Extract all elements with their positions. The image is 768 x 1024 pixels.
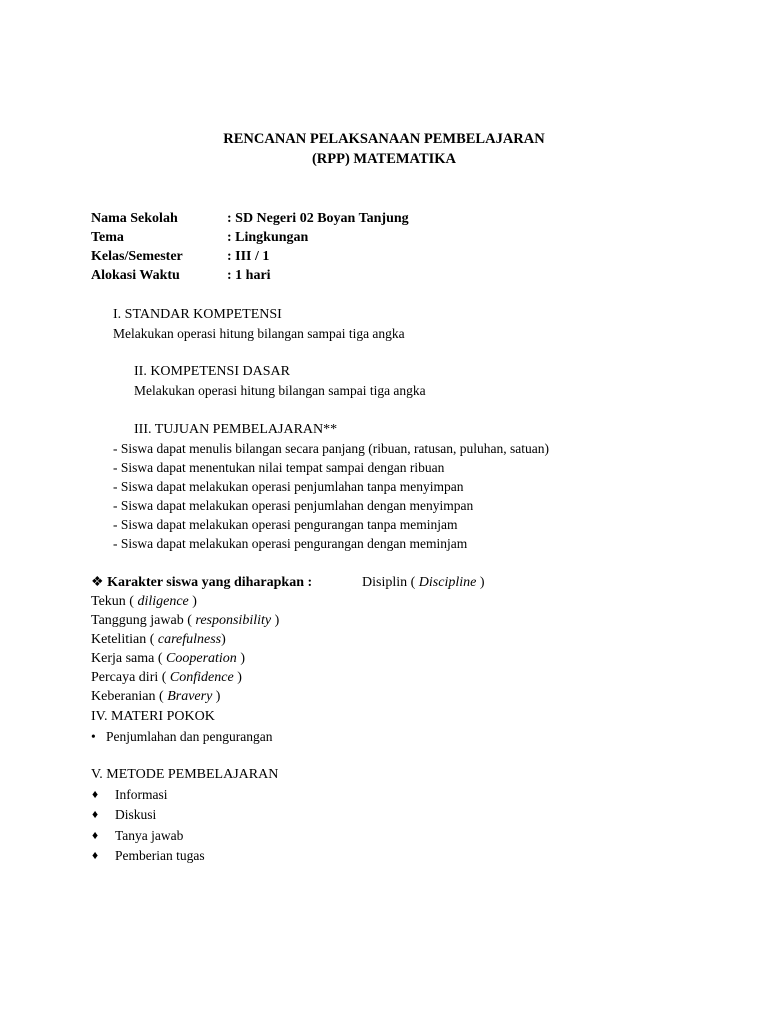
karakter-label: Tekun ( <box>91 594 138 609</box>
materi-item: Penjumlahan dan pengurangan <box>106 729 273 744</box>
section-standar-heading: I. STANDAR KOMPETENSI <box>113 307 282 322</box>
karakter-heading-row <box>91 573 312 592</box>
karakter-close: ) <box>212 689 221 704</box>
identity-value-time: : 1 hari <box>227 268 271 283</box>
karakter-close: ) <box>271 613 280 628</box>
karakter-item <box>91 611 279 630</box>
karakter-close: ) <box>476 575 485 590</box>
tujuan-item: - Siswa dapat melakukan operasi pengurangan tanpa meminjam <box>113 517 458 532</box>
karakter-label: Kerja sama ( <box>91 651 167 666</box>
tujuan-item: - Siswa dapat melakukan operasi penjumlahan tanpa menyimpan <box>113 479 464 494</box>
karakter-label: Disiplin ( <box>362 575 419 590</box>
identity-label-theme: Tema <box>91 230 124 245</box>
section-materi-heading: IV. MATERI POKOK <box>91 709 215 724</box>
karakter-label: Keberanian ( <box>91 689 168 704</box>
diamond-bullet-icon: ♦ <box>92 828 99 842</box>
karakter-english: Bravery <box>167 689 213 704</box>
identity-label-class: Kelas/Semester <box>91 249 183 264</box>
karakter-close: ) <box>221 632 226 647</box>
diamond-bullet-icon: ♦ <box>92 807 99 821</box>
metode-item: Tanya jawab <box>115 828 184 843</box>
section-metode-heading: V. METODE PEMBELAJARAN <box>91 767 279 782</box>
section-standar-text: Melakukan operasi hitung bilangan sampai tiga angka <box>113 326 405 341</box>
karakter-item <box>91 649 245 668</box>
metode-item: Diskusi <box>115 807 157 822</box>
karakter-english: diligence <box>137 594 189 609</box>
tujuan-item: - Siswa dapat menentukan nilai tempat sampai dengan ribuan <box>113 460 445 475</box>
tujuan-item: - Siswa dapat menulis bilangan secara panjang (ribuan, ratusan, puluhan, satuan) <box>113 441 549 456</box>
karakter-close: ) <box>233 670 242 685</box>
karakter-item <box>91 630 226 649</box>
title-line-1: RENCANAN PELAKSANAAN PEMBELAJARAN <box>223 131 545 147</box>
karakter-label: Percaya diri ( <box>91 670 170 685</box>
karakter-close: ) <box>236 651 245 666</box>
karakter-label: Ketelitian ( <box>91 632 158 647</box>
karakter-close: ) <box>188 594 197 609</box>
karakter-item <box>91 687 220 706</box>
karakter-item <box>91 668 242 687</box>
metode-item: Informasi <box>115 787 168 802</box>
section-kompetensi-text: Melakukan operasi hitung bilangan sampai tiga angka <box>134 383 426 398</box>
karakter-english: Discipline <box>418 575 477 590</box>
karakter-label: Tanggung jawab ( <box>91 613 196 628</box>
karakter-first-item <box>362 573 485 592</box>
identity-value-school: : SD Negeri 02 Boyan Tanjung <box>227 211 409 226</box>
tujuan-item: - Siswa dapat melakukan operasi penjumlahan dengan menyimpan <box>113 498 474 513</box>
identity-value-class: : III / 1 <box>227 249 270 264</box>
tujuan-item: - Siswa dapat melakukan operasi pengurangan dengan meminjam <box>113 536 468 551</box>
identity-value-theme: : Lingkungan <box>227 230 309 245</box>
identity-label-school: Nama Sekolah <box>91 211 178 226</box>
karakter-english: carefulness <box>157 632 222 647</box>
karakter-english: Cooperation <box>166 651 237 666</box>
karakter-english: Confidence <box>169 670 234 685</box>
metode-item: Pemberian tugas <box>115 848 205 863</box>
identity-label-time: Alokasi Waktu <box>91 268 180 283</box>
diamond-bullet-icon: ♦ <box>92 848 99 862</box>
karakter-symbol-icon: ❖ <box>91 575 104 590</box>
title-line-2: (RPP) MATEMATIKA <box>311 151 457 167</box>
karakter-item <box>91 592 197 611</box>
karakter-english: responsibility <box>195 613 272 628</box>
section-kompetensi-heading: II. KOMPETENSI DASAR <box>134 364 290 379</box>
section-tujuan-heading: III. TUJUAN PEMBELAJARAN** <box>134 422 338 437</box>
karakter-heading: Karakter siswa yang diharapkan : <box>107 575 313 590</box>
materi-bullet-icon: • <box>91 729 96 744</box>
diamond-bullet-icon: ♦ <box>92 787 99 801</box>
